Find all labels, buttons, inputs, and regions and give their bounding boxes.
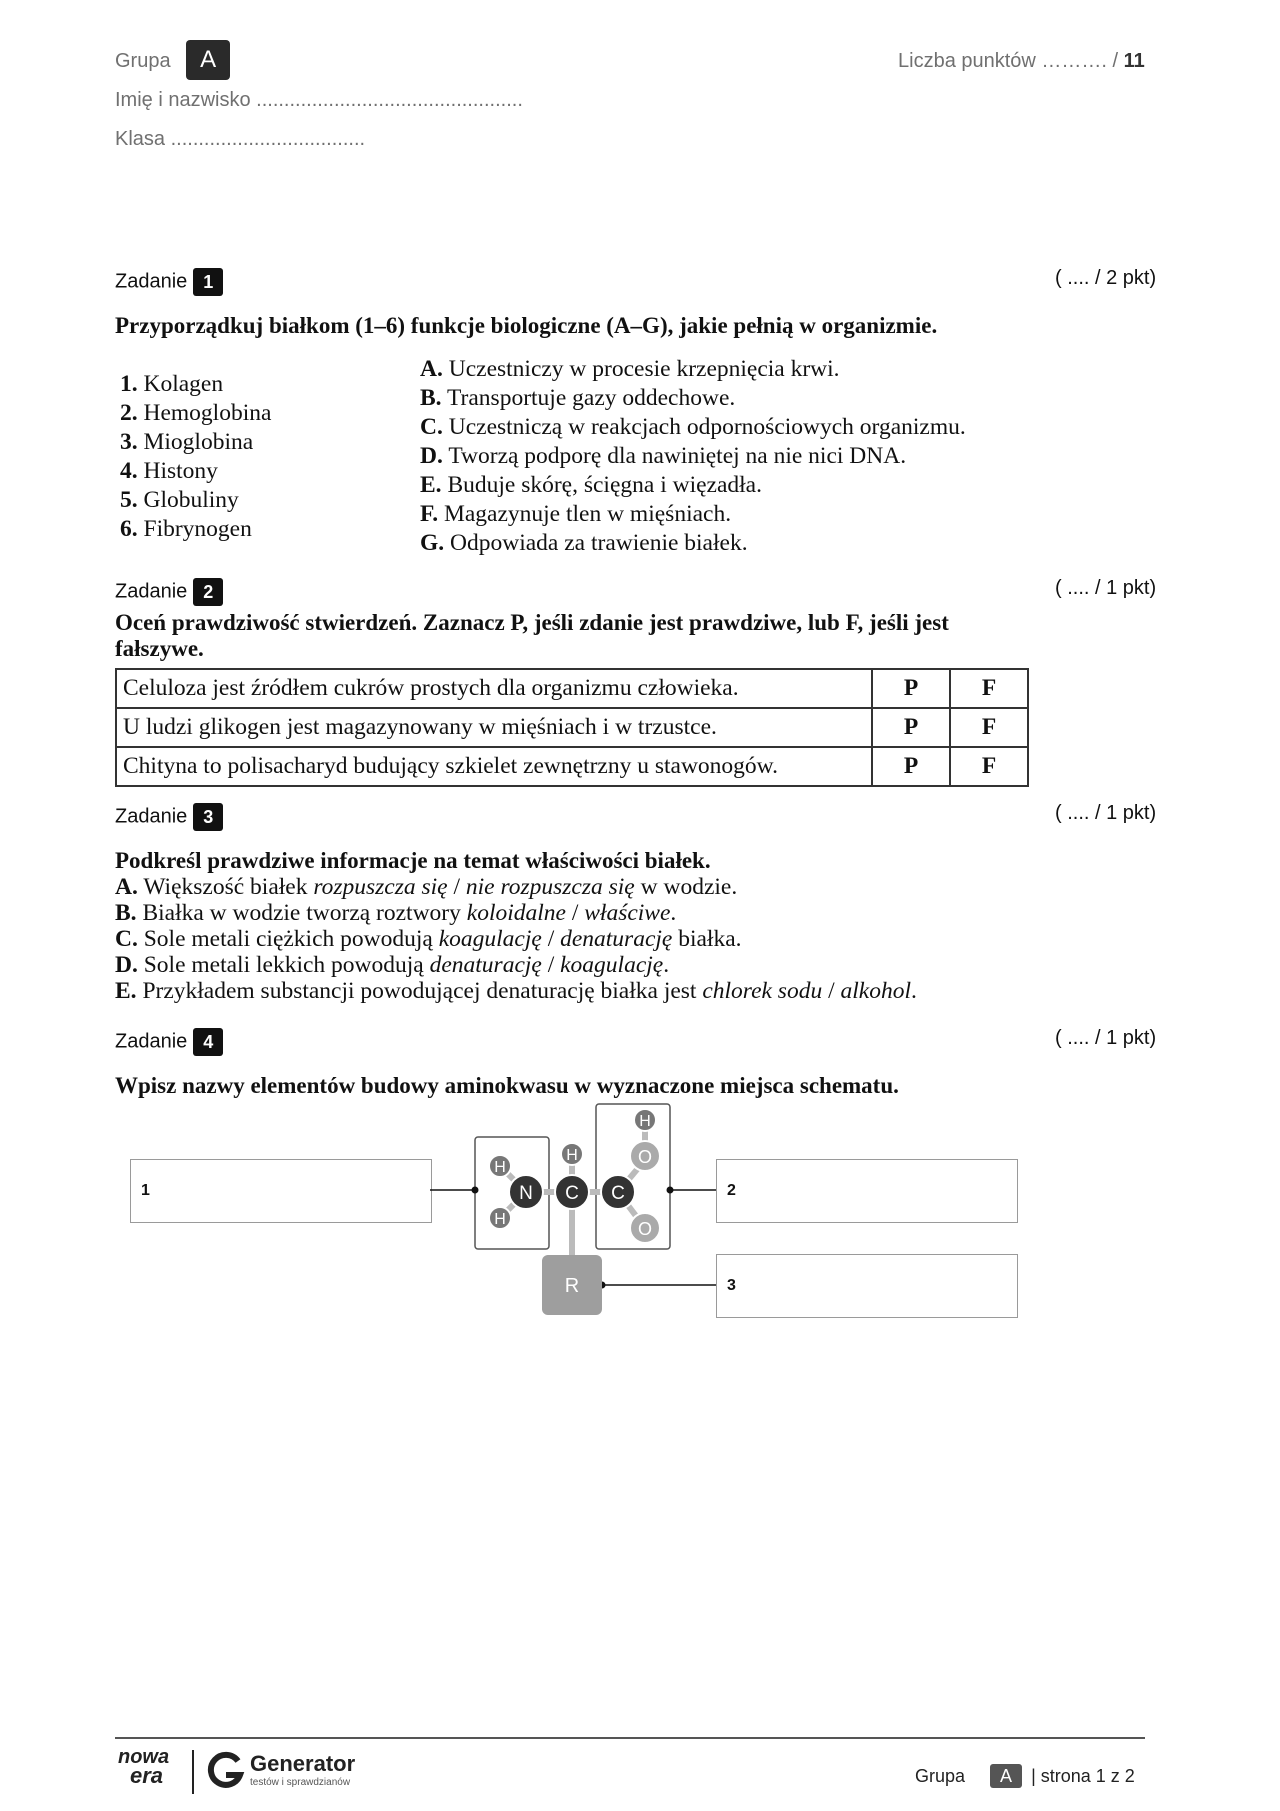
option-row: D. Sole metali lekkich powodują denaturację / koagulację. — [115, 952, 670, 978]
list-item: 1. Kolagen — [120, 371, 224, 397]
nowa-era-logo: nowa era — [118, 1746, 170, 1788]
option-choice[interactable]: denaturację — [560, 926, 673, 952]
group-field — [115, 40, 230, 80]
list-item: E. Buduje skórę, ścięgna i więzadła. — [420, 472, 762, 498]
task2-label: Zadanie — [115, 580, 188, 603]
task4-instruction: Wpisz nazwy elementów budowy aminokwasu w wyznaczone miejsca schematu. — [115, 1073, 899, 1098]
list-item: 3. Mioglobina — [120, 429, 254, 455]
name-field: Imię i nazwisko ................................................ — [115, 89, 523, 111]
footer-divider — [115, 1737, 1145, 1739]
list-item: C. Uczestniczą w reakcjach odpornościowych organizmu. — [420, 414, 966, 440]
answer-box-1[interactable] — [130, 1159, 432, 1223]
task2-header — [115, 578, 223, 606]
option-choice[interactable]: nie rozpuszcza się — [465, 874, 635, 900]
option-choice[interactable]: alkohol — [840, 978, 911, 1004]
true-option[interactable]: P — [872, 708, 950, 747]
task3-header — [115, 803, 223, 831]
task4-label: Zadanie — [115, 1030, 188, 1053]
task3-label: Zadanie — [115, 805, 188, 828]
task1-points: ( .... / 2 pkt) — [1055, 267, 1157, 289]
task1-instruction: Przyporządkuj białkom (1–6) funkcje biologiczne (A–G), jakie pełnią w organizmie. — [115, 313, 938, 338]
task3-options — [115, 874, 917, 1004]
task2-instruction: Oceń prawdziwość stwierdzeń. Zaznacz P, jeśli zdanie jest prawdziwe, lub F, jeśli jest fałszywe. — [115, 610, 949, 661]
list-item: 6. Fibrynogen — [120, 516, 252, 542]
statement-cell: Celuloza jest źródłem cukrów prostych dla organizmu człowieka. — [116, 669, 872, 708]
list-item: B. Transportuje gazy oddechowe. — [420, 385, 736, 411]
r-group-label: R — [564, 1275, 580, 1297]
logo-separator — [192, 1750, 194, 1794]
footer-group-label: Grupa — [915, 1766, 966, 1786]
function-list — [420, 355, 966, 558]
list-item: D. Tworzą podporę dla nawiniętej na nie nici DNA. — [420, 443, 907, 469]
svg-text:C: C — [565, 1183, 579, 1204]
score-label: Liczba punktów ………. / — [898, 50, 1119, 72]
svg-text:H: H — [566, 1147, 578, 1164]
task1-header — [115, 268, 223, 296]
box-number: 1 — [141, 1182, 150, 1199]
group-label: Grupa — [115, 50, 171, 72]
false-option[interactable]: F — [950, 669, 1028, 708]
option-choice[interactable]: rozpuszcza się — [313, 874, 448, 900]
list-item: F. Magazynuje tlen w mięśniach. — [420, 501, 732, 527]
box-number: 3 — [727, 1277, 736, 1294]
svg-text:O: O — [637, 1219, 653, 1239]
table-row — [116, 747, 1028, 786]
footer-page-info — [915, 1764, 1135, 1788]
answer-box-3[interactable] — [716, 1254, 1018, 1318]
svg-text:N: N — [519, 1183, 533, 1204]
task4-header — [115, 1028, 223, 1056]
amino-acid-diagram — [420, 1100, 720, 1330]
protein-list — [120, 370, 271, 544]
option-choice[interactable]: koagulację — [560, 952, 664, 978]
generator-g-icon — [206, 1751, 246, 1791]
task4-number: 4 — [193, 1028, 223, 1056]
statement-cell: U ludzi glikogen jest magazynowany w mięśniach i w trzustce. — [116, 708, 872, 747]
statement-cell: Chityna to polisacharyd budujący szkielet zewnętrzny u stawonogów. — [116, 747, 872, 786]
list-item: G. Odpowiada za trawienie białek. — [420, 530, 748, 556]
table-row — [116, 669, 1028, 708]
option-row: E. Przykładem substancji powodującej denaturację białka jest chlorek sodu / alkohol. — [115, 978, 917, 1004]
task3-number: 3 — [193, 803, 223, 831]
task2-points: ( .... / 1 pkt) — [1055, 577, 1157, 599]
option-choice[interactable]: koloidalne — [466, 900, 566, 926]
group-badge: A — [186, 40, 230, 80]
footer-group-badge: A — [990, 1764, 1022, 1788]
task4-points: ( .... / 1 pkt) — [1055, 1027, 1157, 1049]
svg-text:H: H — [494, 1211, 506, 1228]
false-option[interactable]: F — [950, 747, 1028, 786]
svg-text:H: H — [639, 1113, 651, 1130]
true-option[interactable]: P — [872, 747, 950, 786]
list-item: 5. Globuliny — [120, 487, 239, 513]
box-number: 2 — [727, 1182, 736, 1199]
class-field: Klasa ................................... — [115, 128, 366, 150]
option-choice[interactable]: chlorek sodu — [702, 978, 823, 1004]
true-option[interactable]: P — [872, 669, 950, 708]
option-row: B. Białka w wodzie tworzą roztwory koloidalne / właściwe. — [115, 900, 677, 926]
option-choice[interactable]: denaturację — [429, 952, 542, 978]
option-choice[interactable]: właściwe — [584, 900, 671, 926]
svg-text:C: C — [611, 1183, 625, 1204]
svg-text:H: H — [494, 1159, 506, 1176]
true-false-table — [115, 668, 1029, 787]
svg-text:O: O — [637, 1147, 653, 1167]
task1-label: Zadanie — [115, 270, 188, 293]
list-item: A. Uczestniczy w procesie krzepnięcia krwi. — [420, 356, 840, 382]
false-option[interactable]: F — [950, 708, 1028, 747]
score-field — [898, 50, 1145, 73]
page-number: | strona 1 z 2 — [1031, 1766, 1135, 1786]
list-item: 2. Hemoglobina — [120, 400, 272, 426]
option-choice[interactable]: koagulację — [438, 926, 542, 952]
list-item: 4. Histony — [120, 458, 218, 484]
task2-number: 2 — [193, 578, 223, 606]
score-total: 11 — [1123, 50, 1145, 72]
table-row — [116, 708, 1028, 747]
task3-instruction: Podkreśl prawdziwe informacje na temat właściwości białek. — [115, 848, 711, 873]
option-row: C. Sole metali ciężkich powodują koagulację / denaturację białka. — [115, 926, 742, 952]
answer-box-2[interactable] — [716, 1159, 1018, 1223]
task3-points: ( .... / 1 pkt) — [1055, 802, 1157, 824]
option-row: A. Większość białek rozpuszcza się / nie rozpuszcza się w wodzie. — [115, 874, 738, 900]
task1-number: 1 — [193, 268, 223, 296]
